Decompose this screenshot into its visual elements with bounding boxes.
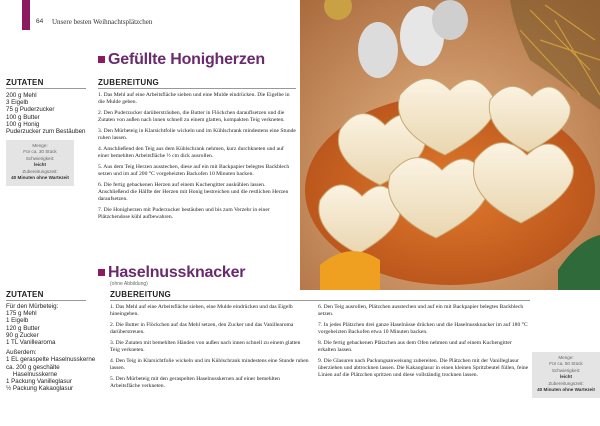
ingredient: 90 g Zucker [6, 331, 39, 339]
heart-cookies-photo [300, 0, 600, 290]
ingredient: 75 g Puderzucker [6, 106, 55, 114]
divider [6, 300, 86, 301]
step: 5. Aus dem Teig Herzen ausstechen, diese auf ein mit Backpapier belegtes Backblech setzen und im auf 200 °C vorgeheizten Backofen 10 Minuten backen. [98, 164, 290, 178]
schwierigkeit-label: Schwierigkeit: [25, 156, 55, 162]
recipe2-steps-right [318, 304, 530, 383]
schwierigkeit-value: leicht [34, 161, 46, 167]
recipe2-zutaten-heading: ZUTATEN [6, 290, 44, 299]
recipe2-steps-left [110, 304, 310, 394]
recipe1-steps [98, 92, 296, 225]
recipe1-title-text: Gefüllte Honigherzen [108, 51, 265, 68]
recipe2-ingredients [6, 303, 95, 392]
step: 7. Die Honigherzen mit Puderzucker bestäuben und bis zum Verzehr in einer Plätzchendose kühl aufbewahren. [98, 207, 270, 221]
ingredient: 200 g Mehl [6, 92, 37, 99]
schwierigkeit-label: Schwierigkeit: [551, 368, 581, 374]
step: 7. In jedes Plätzchen drei ganze Haselnüsse drücken und die Haselnussknacker im auf 180 °C vorgeheizten Backofen etwa 10 Minuten backen. [318, 322, 528, 335]
title-square-icon [98, 269, 105, 276]
zeit-value: 40 Minuten ohne Wartezeit [537, 386, 595, 392]
ingredient: Puderzucker zum Bestäuben [6, 128, 86, 136]
ingredient: ½ Packung Kakaoglasur [6, 385, 74, 393]
step: 8. Die fertig gebackenen Plätzchen aus dem Ofen nehmen und auf einem Kuchengitter erkalten lassen. [318, 340, 512, 353]
divider [98, 88, 296, 89]
zeit-label: Zubereitungszeit: [22, 169, 58, 175]
ingredient: ca. 200 g geschälte [6, 363, 60, 371]
step: 9. Die Glasuren nach Packungsanweisung zubereiten. Die Plätzchen mit der Vanilleglasur überziehen und abtrocknen lassen. Die Kakaoglasur in einen kleinen Spritzbeutel füllen, feine Linien auf die Plätzchen spritzen und diese vollständig trocknen lassen. [318, 358, 529, 378]
step: 2. Die Butter in Flöckchen auf das Mehl setzen, den Zucker und das Vanillearoma darüberstreuen. [110, 322, 294, 335]
recipe1-zutaten-heading: ZUTATEN [6, 78, 44, 87]
recipe1-title [98, 51, 265, 69]
recipe2-zubereitung-heading: ZUBEREITUNG [110, 290, 172, 299]
schwierigkeit-value: leicht [560, 373, 572, 379]
menge-label: Menge: [32, 143, 48, 148]
ingredient: Für den Mürbeteig: [6, 303, 59, 310]
recipe2-title-text: Haselnussknacker [108, 264, 246, 281]
divider [6, 88, 86, 89]
divider [110, 300, 530, 301]
ingredient: Außerdem: [6, 349, 37, 357]
zeit-value: 40 Minuten ohne Wartezeit [11, 174, 69, 180]
ingredient: 1 Eigelb [6, 317, 29, 325]
ingredient: 1 EL geraspelte Haselnusskerne [6, 356, 96, 364]
step: 2. Den Puderzucker darübersträuben, die Butter in Flöckchen darauflsetzen und die Zutaten von außen nach innen schnell zu einem glatten, kompakten Teig verkneten. [98, 110, 285, 123]
step: 3. Die Zutaten mit bemehlten Händen von außen nach innen schnell zu einem glatten Teig verkneten. [110, 340, 301, 353]
menge-value: Für ca. 50 Stück [549, 360, 583, 366]
running-title: Unsere besten Weihnachtsplätzchen [52, 18, 153, 26]
menge-value: Für ca. 30 Stück [23, 148, 57, 154]
recipe1-info-box [6, 140, 74, 186]
page-tab-marker [22, 0, 30, 30]
ingredient: 3 Eigelb [6, 99, 29, 107]
step: 6. Die fertig gebackenen Herzen auf einem Kuchengitter auskühlen lassen. Anschließend die Hälfte der Herzen mit Honig bestreichen und die restlichen Herzen daraufsetzen. [98, 182, 289, 203]
zeit-label: Zubereitungszeit: [548, 381, 584, 387]
step: 1. Das Mehl auf eine Arbeitsfläche sieben, eine Mulde eindrücken und das Eigelb hineingeben. [110, 304, 293, 317]
recipe2-title [98, 264, 245, 282]
ingredient: 100 g Honig [6, 120, 40, 128]
step: 3. Den Mürbeteig in Klarsichtfolie wickeln und im Kühlschrank mindestens eine Stunde ruhen lassen. [98, 128, 296, 141]
step: 1. Das Mehl auf eine Arbeitsfläche sieben und eine Mulde eindrücken. Die Eigelbe in die Mulde geben. [98, 92, 290, 105]
step: 5. Den Mürbeteig mit den geraspelten Haselnusskernen auf einer bemehlten Arbeitsfläche verkneten. [110, 376, 280, 390]
recipe1-zubereitung-heading: ZUBEREITUNG [98, 78, 160, 87]
step: 6. Den Teig ausrollen, Plätzchen ausstechen und auf ein mit Backpapier belegtes Backblech setzen. [318, 304, 524, 317]
recipe1-ingredients [6, 92, 85, 135]
ingredient: 175 g Mehl [6, 310, 37, 318]
ingredient: 1 Packung Vanilleglasur [6, 378, 72, 386]
ingredient: 120 g Butter [6, 324, 40, 332]
step: 4. Anschließend den Teig aus dem Kühlschrank nehmen, kurz durchkneten und auf einer bemehlten Arbeitsfläche ½ cm dick ausrollen. [98, 146, 284, 160]
ingredient: 100 g Butter [6, 113, 40, 121]
recipe2-info-box [532, 352, 600, 398]
step: 4. Den Teig in Klarsichtfolie wickeln und im Kühlschrank mindestens eine Stunde ruhen lassen. [110, 358, 309, 372]
ingredient: Haselnusskerne [6, 370, 58, 378]
page-number: 64 [36, 18, 44, 25]
recipe2-subtitle: (ohne Abbildung) [110, 281, 148, 287]
ingredient: 1 TL Vanillearoma [6, 339, 56, 347]
menge-label: Menge: [558, 355, 574, 360]
title-square-icon [98, 56, 105, 63]
